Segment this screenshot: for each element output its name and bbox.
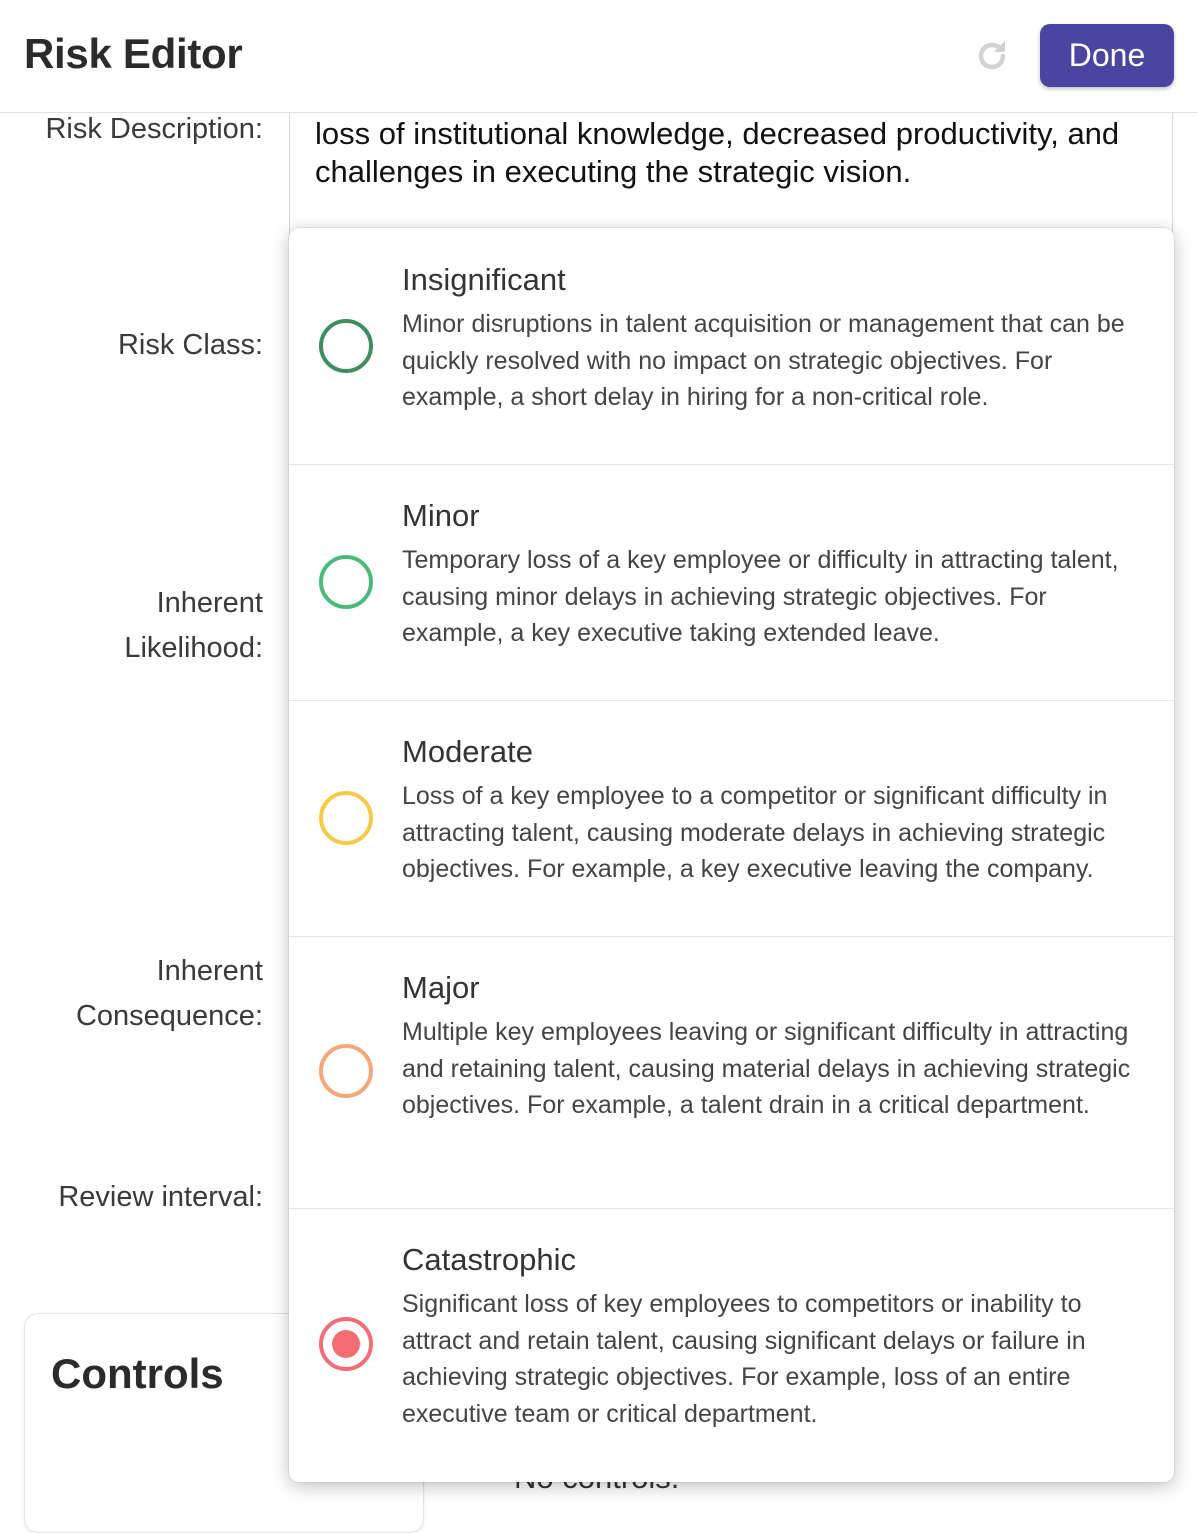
radio-unchecked-icon[interactable] bbox=[319, 791, 373, 845]
radio-unchecked-icon[interactable] bbox=[319, 555, 373, 609]
option-title: Major bbox=[402, 970, 480, 1005]
option-catastrophic[interactable] bbox=[289, 1209, 1174, 1482]
risk-class-label: Risk Class: bbox=[117, 329, 263, 361]
radio-checked-icon[interactable] bbox=[319, 1317, 373, 1371]
option-moderate[interactable] bbox=[289, 701, 1174, 937]
controls-title: Controls bbox=[51, 1350, 224, 1397]
option-title: Insignificant bbox=[402, 262, 566, 297]
option-description: Minor disruptions in talent acquisition or management that can be quickly resolved with no impact on strategic objectives. For example, a short delay in hiring for a non-critical role. bbox=[402, 310, 1125, 411]
consequence-label-line1: Inherent bbox=[156, 955, 263, 987]
risk-description-label: Risk Description: bbox=[45, 113, 263, 145]
option-description: Loss of a key employee to a competitor or significant difficulty in attracting talent, causing moderate delays in achieving strategic objectives. For example, a key executive leaving the company. bbox=[402, 782, 1108, 883]
radio-unchecked-icon[interactable] bbox=[319, 319, 373, 373]
likelihood-label-line1: Inherent bbox=[156, 587, 263, 619]
option-title: Minor bbox=[402, 498, 480, 533]
option-minor[interactable] bbox=[289, 465, 1174, 701]
likelihood-label-line2: Likelihood: bbox=[124, 632, 263, 664]
option-description: Temporary loss of a key employee or difficulty in attracting talent, causing minor delays in achieving strategic objectives. For example, a key executive taking extended leave. bbox=[402, 546, 1119, 647]
inherent-consequence-label bbox=[76, 949, 263, 1039]
option-major[interactable] bbox=[289, 937, 1174, 1209]
consequence-label-line2: Consequence: bbox=[75, 1000, 263, 1032]
inherent-likelihood-label bbox=[124, 581, 263, 671]
done-button[interactable]: Done bbox=[1040, 24, 1174, 87]
refresh-icon[interactable] bbox=[970, 34, 1014, 78]
radio-unchecked-icon[interactable] bbox=[319, 1044, 373, 1098]
top-bar bbox=[0, 0, 1198, 113]
option-description: Multiple key employees leaving or significant difficulty in attracting and retaining talent, causing material delays in achieving strategic objectives. For example, a talent drain in a critical department. bbox=[402, 1018, 1131, 1119]
review-interval-label: Review interval: bbox=[58, 1181, 263, 1213]
option-title: Catastrophic bbox=[402, 1242, 577, 1277]
radio-dot bbox=[332, 1330, 360, 1358]
option-description: Significant loss of key employees to competitors or inability to attract and retain talent, causing significant delays or failure in achieving strategic objectives. For example, loss of an entire executive team or critical department. bbox=[402, 1290, 1086, 1428]
consequence-dropdown bbox=[289, 228, 1174, 1482]
option-title: Moderate bbox=[402, 734, 533, 769]
page-title: Risk Editor bbox=[24, 30, 243, 77]
option-insignificant[interactable] bbox=[289, 228, 1174, 465]
risk-description-text: loss of institutional knowledge, decreased productivity, and challenges in executing the strategic vision. bbox=[315, 116, 1120, 189]
